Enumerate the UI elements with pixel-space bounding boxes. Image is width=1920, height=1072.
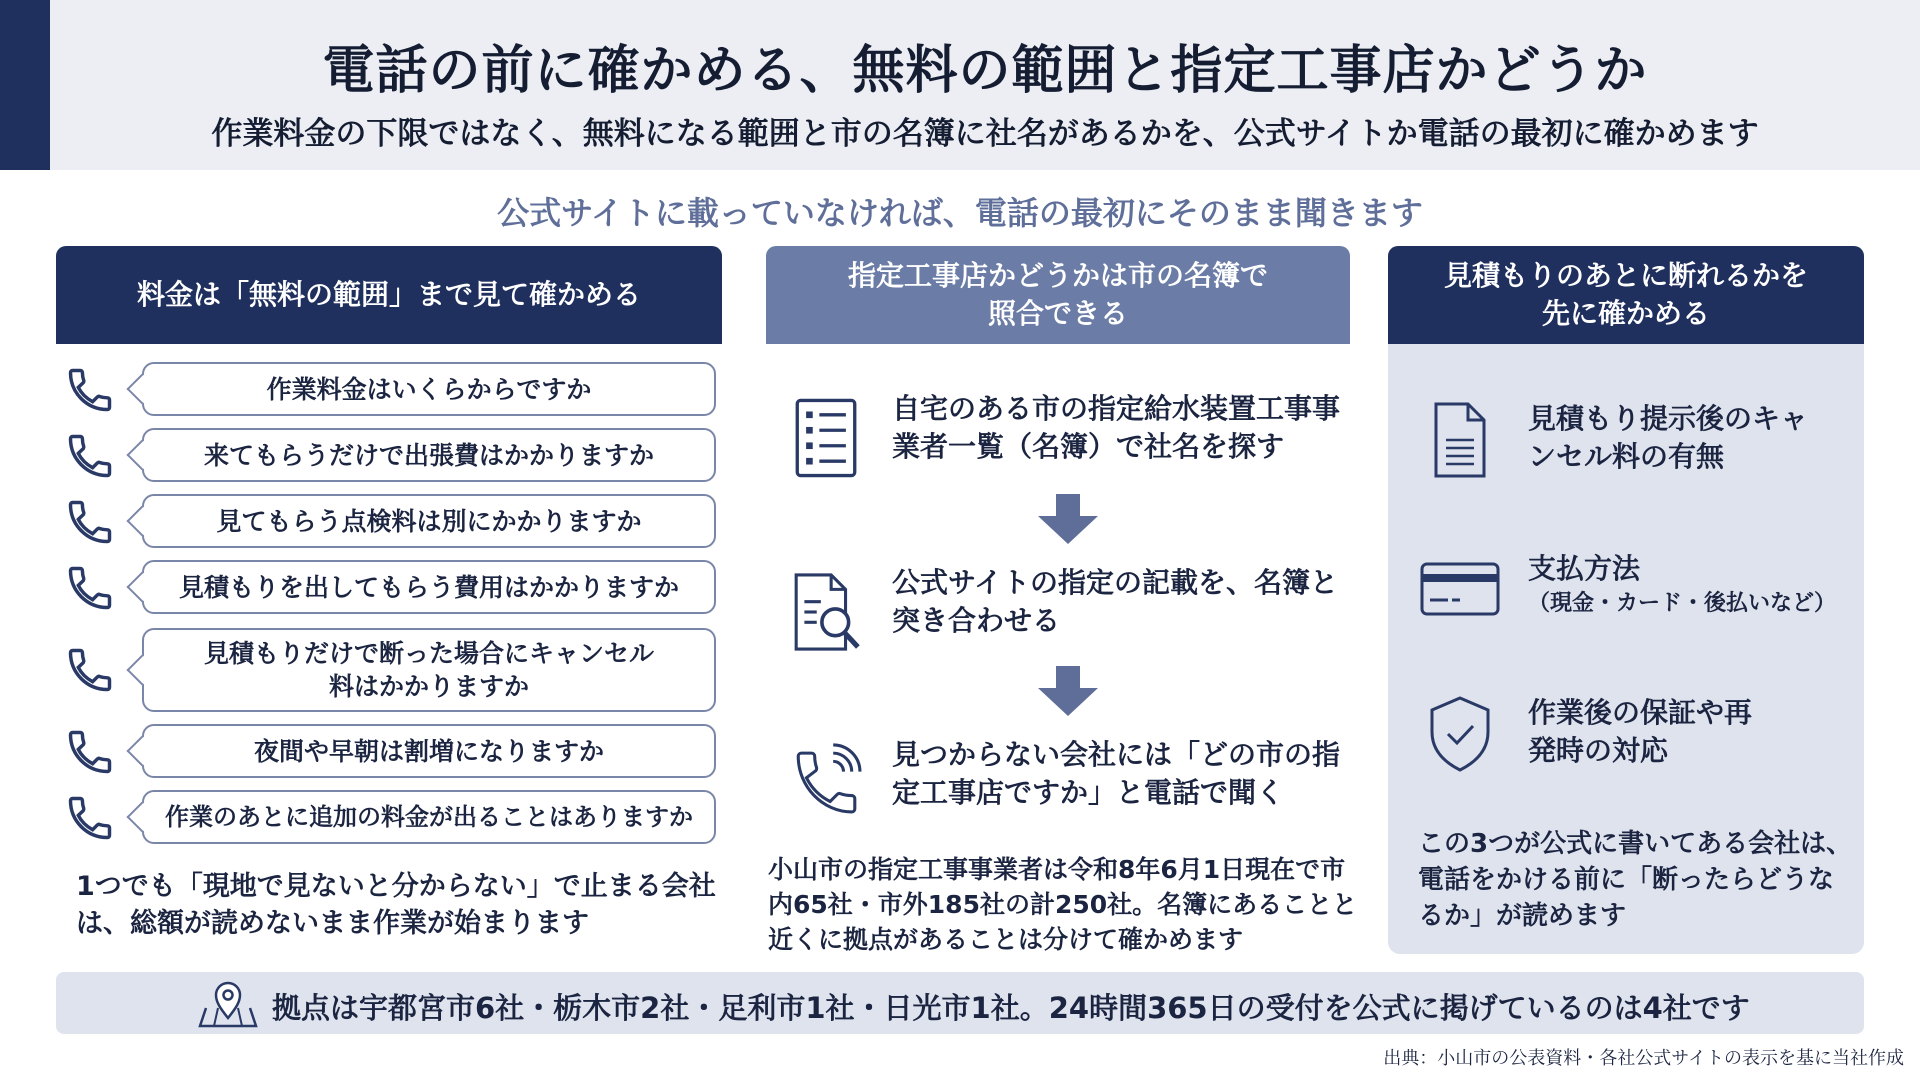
question-row [64, 628, 716, 712]
estimate-column-heading: 見積もりのあとに断れるかを先に確かめる [1388, 246, 1864, 344]
bottom-summary-text: 拠点は宇都宮市6社・栃木市2社・足利市1社・日光市1社。24時間365日の受付を公式に掲げているのは4社です [272, 991, 1750, 1025]
contractor-column-footer: 小山市の指定工事事業者は令和8年6月1日現在で市内65社・市外185社の計250社。名簿にあることと近くに拠点があることは分けて確かめます [768, 855, 1358, 954]
step-text: 公式サイトの指定の記載を、名簿と突き合わせる [892, 566, 1339, 637]
question-row [64, 560, 716, 614]
check-item-subtitle: （現金・カード・後払いなど） [1528, 591, 1837, 616]
question-row [64, 790, 716, 844]
fee-column-heading: 料金は「無料の範囲」まで見て確かめる [56, 246, 722, 344]
question-row [64, 494, 716, 548]
question-row [64, 428, 716, 482]
check-item-title: 作業後の保証や再発時の対応 [1528, 696, 1753, 767]
lead-note: 公式サイトに載っていなければ、電話の最初にそのまま聞きます [497, 194, 1423, 232]
page-subtitle: 作業料金の下限ではなく、無料になる範囲と市の名簿に社名があるかを、公式サイトか電話の最初に確かめます [211, 116, 1759, 152]
header-accent-bar [0, 0, 50, 170]
lookup-step [782, 560, 1342, 660]
step-text: 見つからない会社には「どの市の指定工事店ですか」と電話で聞く [892, 738, 1341, 809]
contractor-column-heading: 指定工事店かどうかは市の名簿で照合できる [766, 246, 1350, 344]
check-item-title: 見積もり提示後のキャンセル料の有無 [1528, 402, 1809, 473]
phone-icon [64, 430, 116, 482]
question-text: 作業料金はいくらからですか [142, 362, 716, 416]
check-item [1418, 398, 1858, 508]
step-text: 自宅のある市の指定給水装置工事事業者一覧（名簿）で社名を探す [892, 392, 1341, 463]
question-text: 来てもらうだけで出張費はかかりますか [142, 428, 716, 482]
phone-icon [64, 562, 116, 614]
phone-icon [64, 792, 116, 844]
document-search-icon [790, 570, 862, 654]
phone-icon [64, 364, 116, 416]
credit-card-icon [1418, 548, 1502, 632]
down-arrow-icon [1036, 494, 1100, 544]
check-item [1418, 548, 1858, 658]
question-text: 夜間や早朝は割増になりますか [142, 724, 716, 778]
down-arrow-icon [1036, 666, 1100, 716]
page-title: 電話の前に確かめる、無料の範囲と指定工事店かどうか [322, 41, 1648, 101]
question-text: 見積もりだけで断った場合にキャンセル料はかかりますか [142, 628, 716, 712]
question-row [64, 362, 716, 416]
phone-icon [64, 644, 116, 696]
phone-icon [64, 726, 116, 778]
checklist-icon [790, 396, 862, 480]
shield-check-icon [1418, 692, 1502, 776]
document-icon [1418, 398, 1502, 482]
fee-column-footer: 1つでも「現地で見ないと分からない」で止まる会社は、総額が読めないまま作業が始まります [76, 871, 716, 939]
check-item-title: 支払方法 （現金・カード・後払いなど） [1528, 550, 1836, 620]
lookup-step [782, 386, 1342, 486]
lookup-step [782, 732, 1342, 832]
phone-icon [64, 496, 116, 548]
question-text: 作業のあとに追加の料金が出ることはありますか [142, 790, 716, 844]
map-pin-icon [198, 978, 258, 1030]
question-row [64, 724, 716, 778]
question-text: 見積もりを出してもらう費用はかかりますか [142, 560, 716, 614]
source-note: 出典：小山市の公表資料・各社公式サイトの表示を基に当社作成 [1383, 1048, 1904, 1069]
estimate-column-footer: この3つが公式に書いてある会社は、電話をかける前に「断ったらどうなるか」が読めます [1418, 829, 1853, 931]
phone-call-icon [790, 742, 862, 826]
check-item [1418, 692, 1858, 802]
question-text: 見てもらう点検料は別にかかりますか [142, 494, 716, 548]
